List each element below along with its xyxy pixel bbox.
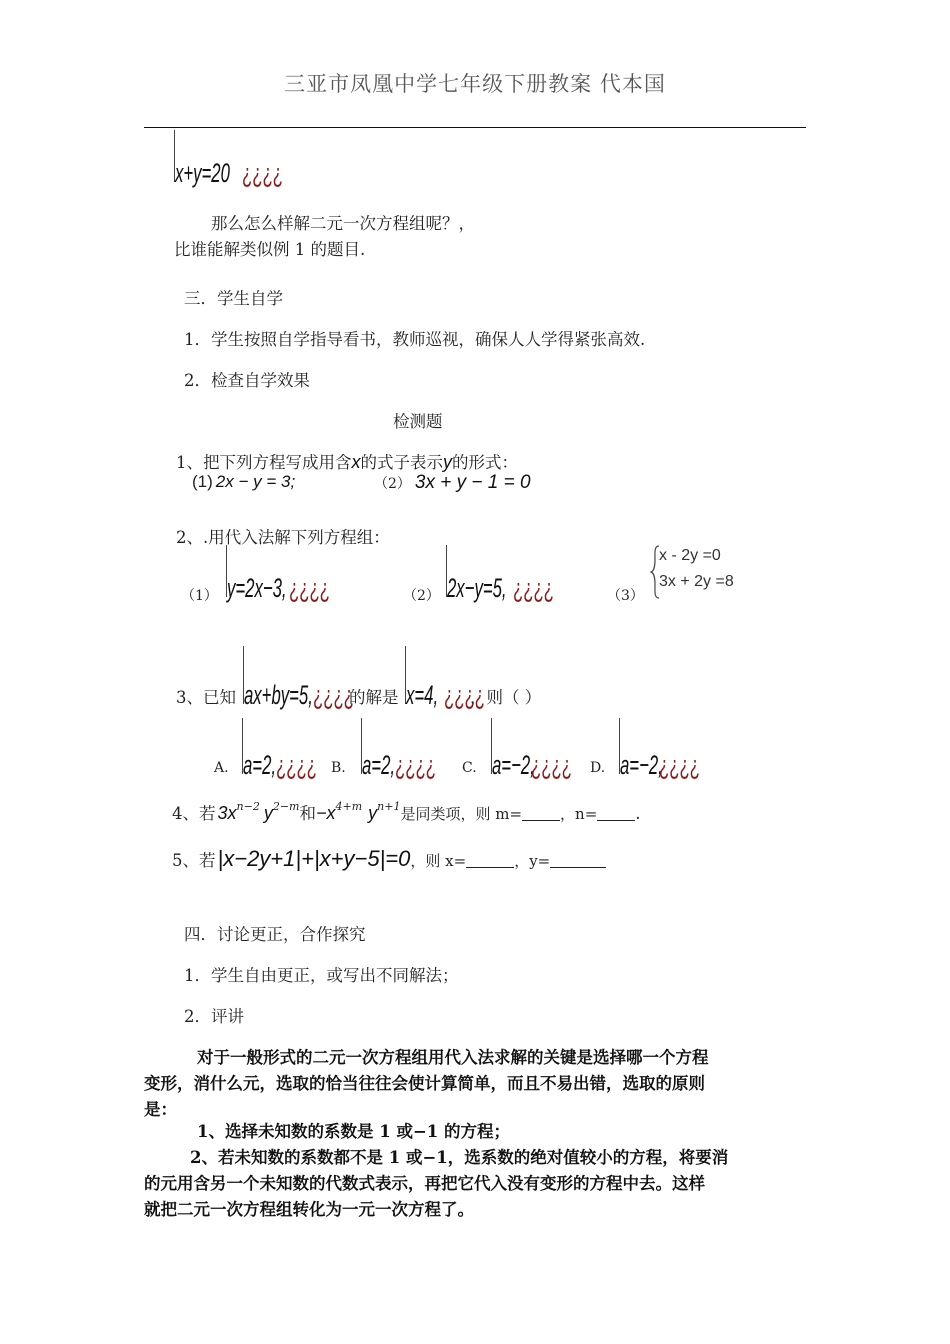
- equation-text: x+y=20: [175, 158, 230, 188]
- equation-artifact: ¿¿¿¿: [531, 750, 572, 780]
- section4-item-2: 2．评讲: [184, 1007, 244, 1026]
- question-1-prompt: [176, 449, 518, 473]
- option-b-text: a=2,: [362, 750, 396, 780]
- q4-term2-x: −x: [315, 803, 336, 823]
- q5-x-blank[interactable]: [466, 853, 514, 868]
- option-b-equation[interactable]: [361, 718, 461, 781]
- section4-title: 四．讨论更正，合作探究: [184, 925, 366, 944]
- quiz-title: 检测题: [393, 412, 443, 431]
- q4-term1-y: y: [263, 803, 273, 823]
- q4-n-blank[interactable]: [597, 806, 635, 821]
- summary-line-3: 是：: [144, 1100, 177, 1119]
- q5-prefix: 5、若: [172, 851, 216, 870]
- top-equation: [174, 130, 308, 189]
- q1-part-1: [192, 472, 295, 492]
- summary-rule-2-line-2: 的元用含另一个未知数的代数式表示，再把它代入没有变形的方程中去。这样: [144, 1174, 705, 1193]
- option-c-equation[interactable]: [491, 718, 597, 781]
- q5-y-blank[interactable]: [550, 853, 606, 868]
- q1-part-2: [374, 472, 531, 494]
- question-3-prefix: 3、已知: [176, 688, 236, 707]
- section3-item-2: 2．检查自学效果: [184, 371, 310, 390]
- section3-item-1: 1．学生按照自学指导看书，教师巡视，确保人人学得紧张高效.: [184, 330, 646, 349]
- header-divider: [144, 127, 806, 128]
- option-d-text: a=−2,: [620, 750, 663, 780]
- q3-answer-paren: ，则（ ）: [470, 688, 542, 707]
- q3-mid-text: 的解是: [349, 688, 399, 707]
- q1-prompt-part: 的式子表示: [360, 453, 443, 472]
- equation-artifact: ¿¿¿¿: [513, 573, 554, 603]
- equation-artifact: ¿¿¿¿: [443, 680, 485, 710]
- section3-title: 三．学生自学: [184, 289, 283, 308]
- summary-rule-1: 1、选择未知数的系数是 1 或−1 的方程；: [197, 1122, 511, 1141]
- left-brace-icon: [650, 545, 660, 599]
- q4-suffix: 是同类项，则 m=: [400, 805, 523, 823]
- question-2-prompt: 2、.用代入法解下列方程组：: [176, 528, 390, 547]
- q4-n-label: ，n=: [560, 805, 598, 823]
- q4-prefix: 4、若: [172, 804, 216, 823]
- q2-part-1-system: [226, 545, 355, 604]
- q4-term1-y-exponent: 2−m: [272, 800, 300, 813]
- q4-and: 和: [299, 804, 316, 823]
- q2-part-2-label: （2）: [403, 588, 440, 604]
- q3-system-equation: ax+by=5,: [244, 680, 313, 710]
- var-y: y: [443, 452, 452, 472]
- q2-part-1-label: （1）: [181, 588, 218, 604]
- page-header: 三亚市凤凰中学七年级下册教案 代本国: [284, 72, 666, 96]
- equation-artifact: ¿¿¿¿: [289, 573, 330, 603]
- q4-end: .: [635, 804, 641, 823]
- q4-term1-x-exponent: n−2: [236, 800, 260, 813]
- option-b-label[interactable]: B.: [331, 760, 346, 776]
- section4-item-1: 1．学生自由更正，或写出不同解法；: [184, 966, 459, 985]
- summary-line-1: 对于一般形式的二元一次方程组用代入法求解的关键是选择哪一个方程: [197, 1048, 709, 1067]
- question-4: [172, 800, 641, 824]
- q2-part-3-label: （3）: [607, 588, 644, 604]
- option-a-equation[interactable]: [242, 718, 342, 781]
- option-c-label[interactable]: C.: [462, 760, 477, 776]
- q5-equation: |x−2y+1|+|x+y−5|=0: [217, 846, 411, 871]
- equation-artifact: ¿¿¿¿: [313, 680, 355, 710]
- summary-rule-2-line-1: 2、若未知数的系数都不是 1 或−1，选系数的绝对值较小的方程，将要消: [190, 1148, 729, 1167]
- q1-part-2-label: （2）: [374, 476, 411, 492]
- q4-term2-x-exponent: 4+m: [335, 800, 363, 813]
- q2-part-2-equation: 2x−y=5,: [447, 573, 507, 603]
- summary-rule-2-line-3: 就把二元一次方程组转化为一元一次方程了。: [144, 1200, 474, 1219]
- q1-part-2-equation: 3x + y − 1 = 0: [414, 472, 531, 493]
- q5-y-label: ，y=: [514, 852, 551, 870]
- q4-m-blank[interactable]: [522, 806, 560, 821]
- q2-part-3-line-1: x - 2y =0: [659, 547, 721, 564]
- equation-artifact: ¿¿¿¿: [659, 750, 700, 780]
- q1-part-1-label: (1): [192, 472, 213, 491]
- option-d-label[interactable]: D.: [590, 760, 606, 776]
- summary-line-2: 变形，消什么元，选取的恰当往往会使计算简单，而且不易出错，选取的原则: [144, 1074, 705, 1093]
- q4-term1-x: 3x: [217, 803, 237, 823]
- q2-part-1-equation: y=2x−3,: [227, 573, 287, 603]
- q2-part-3-system: [650, 543, 734, 595]
- option-a-label[interactable]: A.: [214, 760, 229, 776]
- q1-part-1-equation: 2x − y = 3;: [215, 472, 296, 491]
- q2-part-2-system: [446, 545, 579, 604]
- q4-term2-y: y: [368, 803, 378, 823]
- q1-prompt-part: 1、把下列方程写成用含: [176, 453, 352, 472]
- equation-artifact: ¿¿¿¿: [276, 750, 318, 780]
- q2-part-3-line-2: 3x + 2y =8: [659, 573, 734, 590]
- question-5: [172, 846, 606, 872]
- equation-artifact: ¿¿¿¿: [241, 158, 283, 188]
- intro-line-2: 比谁能解类似例 1 的题目.: [174, 240, 366, 259]
- q3-solution-equation: x=4,: [406, 680, 439, 710]
- equation-artifact: ¿¿¿¿: [395, 750, 437, 780]
- option-c-text: a=−2,: [492, 750, 535, 780]
- q4-term2-y-exponent: n+1: [377, 800, 401, 813]
- var-x: x: [351, 452, 361, 472]
- q1-prompt-part: 的形式：: [452, 453, 518, 472]
- q5-suffix: ，则 x=: [410, 852, 467, 870]
- intro-line-1: 那么怎么样解二元一次方程组呢？，: [211, 214, 475, 233]
- option-d-equation[interactable]: [619, 718, 725, 781]
- option-a-text: a=2,: [243, 750, 277, 780]
